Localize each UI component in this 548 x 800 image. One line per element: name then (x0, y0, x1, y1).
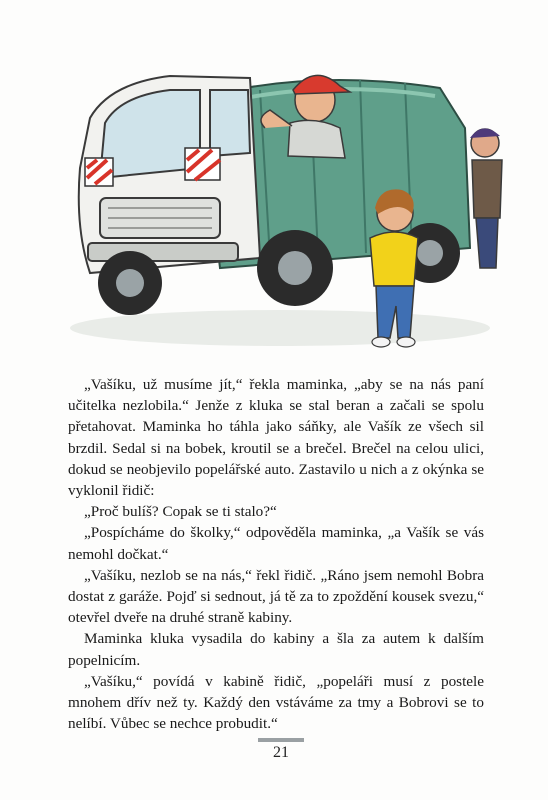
page-number-rule (258, 738, 304, 742)
ground-shadow (70, 310, 490, 346)
garbage-truck-illustration (50, 28, 510, 368)
story-text (68, 374, 484, 734)
page-number: 21 (273, 744, 289, 761)
warning-stripes-left (85, 158, 113, 186)
paragraph: „Vašíku,“ povídá v kabině řidič, „popeláři musí z postele mnohem dřív než ty. Každý den vstáváme za tmy a Bobrovi se to nelíbí. Vůbec se nechce probudit.“ (68, 672, 484, 733)
middle-wheel (257, 230, 333, 306)
side-window (210, 90, 250, 156)
paragraph: „Vašíku, už musíme jít,“ řekla maminka, „aby se na nás paní učitelka nezlobila.“ Jenže z kluka se stal beran a začali se spolu přetahovat. Maminka ho táhla jako sáňky, ale Vašík ze všech sil brzdil. Sedal si na bobek, kroutil se a brečel. Brečel na celou ulici, dokud se neobjevilo popelářské auto. Zastavilo u nich a z okýnka se vyklonil řidič: (68, 376, 484, 500)
worker-figure (470, 128, 502, 268)
paragraph: „Vašíku, nezlob se na nás,“ řekl řidič. „Ráno jsem nemohl Bobra dostat z garáže. Pojď si sednout, já tě za to zpoždění kousek svezu,“ otevřel dveře na druhé straně kabiny. (68, 566, 484, 627)
front-wheel (98, 251, 162, 315)
paragraph: „Proč bulíš? Copak se ti stalo?“ (84, 503, 277, 521)
warning-stripes-right (185, 148, 220, 180)
paragraph: Maminka kluka vysadila do kabiny a šla za autem k dalším popelnicím. (68, 630, 484, 669)
paragraph: „Pospícháme do školky,“ odpověděla maminka, „a Vašík se vás nemohl dočkat.“ (68, 524, 484, 563)
